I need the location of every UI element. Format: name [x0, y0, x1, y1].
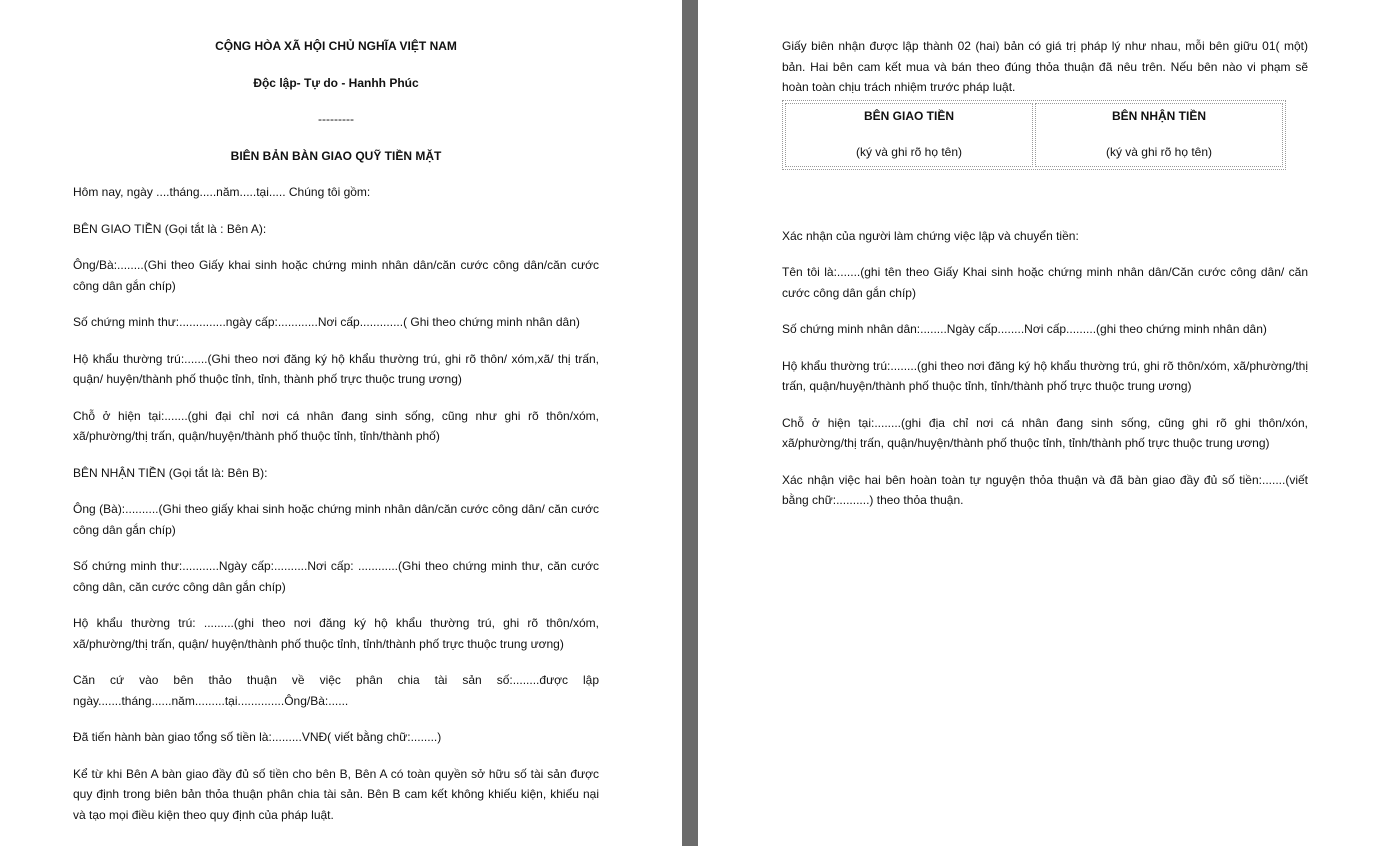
- national-motto: Độc lập- Tự do - Hanhh Phúc: [253, 75, 419, 90]
- header-divider: ---------: [318, 112, 354, 126]
- party-b-residence: Hộ khẩu thường trú: .........(ghi theo nơi đăng ký hộ khẩu thường trú, ghi rõ thôn/xóm, xã/phường/thị trấn, quận/ huyện/thành phố thuộc tỉnh, tỉnh/thành phố trực thuộc trung ương): [73, 616, 599, 651]
- signature-spacer: [782, 170, 1308, 226]
- party-a-name: Ông/Bà:........(Ghi theo Giấy khai sinh hoặc chứng minh nhân dân/căn cước công dân/căn cước công dân gắn chíp): [73, 258, 599, 293]
- witness-name: Tên tôi là:.......(ghi tên theo Giấy Khai sinh hoặc chứng minh nhân dân/Căn cước công dân/ căn cước công dân gắn chíp): [782, 265, 1308, 300]
- party-a-current-address: Chỗ ở hiện tại:.......(ghi đại chỉ nơi cá nhân đang sinh sống, cũng như ghi rõ thôn/xóm, xã/phường/thị trấn, quận/huyện/thành phố thuộc tỉnh, tỉnh/thành phố): [73, 408, 599, 443]
- receiver-sign-note: (ký và ghi rõ họ tên): [1105, 145, 1213, 159]
- giver-sign-note: (ký và ghi rõ họ tên): [855, 145, 963, 159]
- signature-cell-giver: [785, 103, 1033, 167]
- party-b-heading: BÊN NHẬN TIỀN (Gọi tắt là: Bên B):: [73, 465, 268, 480]
- document-page-right: [698, 0, 1384, 846]
- receiver-heading: BÊN NHẬN TIỀN: [1111, 108, 1206, 123]
- signature-table: [782, 100, 1286, 170]
- giver-heading: BÊN GIAO TIỀN: [863, 108, 954, 123]
- document-title: BIÊN BẢN BÀN GIAO QUỸ TIỀN MẶT: [230, 148, 442, 163]
- copies-paragraph: Giấy biên nhận được lập thành 02 (hai) bản có giá trị pháp lý như nhau, mỗi bên giữu 01( một) bản. Hai bên cam kết mua và bán theo đúng thỏa thuận đã nêu trên. Nếu bên nào vi phạm sẽ hoàn toàn chịu trách nhiệm trước pháp luật.: [782, 39, 1308, 94]
- ownership-paragraph: Kể từ khi Bên A bàn giao đầy đủ số tiền cho bên B, Bên A có toàn quyền sở hữu số tài sản được quy định trong biên bản thỏa thuận phân chia tài sản. Bên B cam kết không khiếu kiện, khiếu nại và tạo mọi điều kiện theo quy định của pháp luật.: [73, 766, 599, 822]
- witness-confirmation: Xác nhận việc hai bên hoàn toàn tự nguyện thỏa thuận và đã bàn giao đầy đủ số tiền:.......(viết bằng chữ:..........) theo thỏa thuận.: [782, 472, 1308, 507]
- witness-heading: Xác nhận của người làm chứng việc lập và chuyển tiền:: [782, 228, 1079, 243]
- page-right-content: [782, 36, 1308, 527]
- witness-residence: Hộ khẩu thường trú:........(ghi theo nơi đăng ký hộ khẩu thường trú, ghi rõ thôn/xóm, xã/phường/thị trấn, quận/huyện/thành phố thuộc tỉnh, tỉnh/thành phố trực thuộc trung ương): [782, 358, 1308, 393]
- party-b-id: Số chứng minh thư:...........Ngày cấp:..........Nơi cấp: ............(Ghi theo chứng minh thư, căn cước công dân, căn cước công dân gắn chíp): [73, 559, 599, 594]
- page-gutter: [682, 0, 698, 846]
- page-left-content: [73, 36, 599, 841]
- party-a-id: Số chứng minh thư:..............ngày cấp:............Nơi cấp.............( Ghi theo chứng minh nhân dân): [73, 315, 580, 329]
- document-page-left: [0, 0, 682, 846]
- national-title: CỘNG HÒA XÃ HỘI CHỦ NGHĨA VIỆT NAM: [215, 39, 457, 53]
- witness-current-address: Chỗ ở hiện tại:........(ghi địa chỉ nơi cá nhân đang sinh sống, cũng ghi rõ ghi thôn/xón, xã/phường/thị trấn, quận/huyện/thành phố thuộc tỉnh, tỉnh/thành phố trực thuộc trung ương): [782, 415, 1308, 450]
- party-a-residence: Hộ khẩu thường trú:.......(Ghi theo nơi đăng ký hộ khẩu thường trú, ghi rõ thôn/ xóm,xã/ thị trấn, quận/ huyện/thành phố thuộc tỉnh, tỉnh, thành phố trực thuộc trung ương): [73, 351, 599, 386]
- agreement-basis-paragraph: Căn cứ vào bên thảo thuận về việc phân chia tài sản số:........được lập ngày.......tháng......năm.........tại..............Ông/Bà:......: [73, 673, 599, 708]
- party-b-name: Ông (Bà):..........(Ghi theo giấy khai sinh hoặc chứng minh nhân dân/căn cước công dân/ căn cước công dân gắn chíp): [73, 502, 599, 537]
- party-a-heading: BÊN GIAO TIỀN (Gọi tắt là : Bên A):: [73, 221, 267, 236]
- witness-id: Số chứng minh nhân dân:........Ngày cấp........Nơi cấp.........(ghi theo chứng minh nhân dân): [782, 322, 1267, 336]
- amount-paragraph: Đã tiến hành bàn giao tổng số tiền là:.........VNĐ( viết bằng chữ:........): [73, 730, 442, 744]
- intro-paragraph: Hôm nay, ngày ....tháng.....năm.....tại..... Chúng tôi gồm:: [73, 185, 371, 199]
- signature-cell-receiver: [1035, 103, 1283, 167]
